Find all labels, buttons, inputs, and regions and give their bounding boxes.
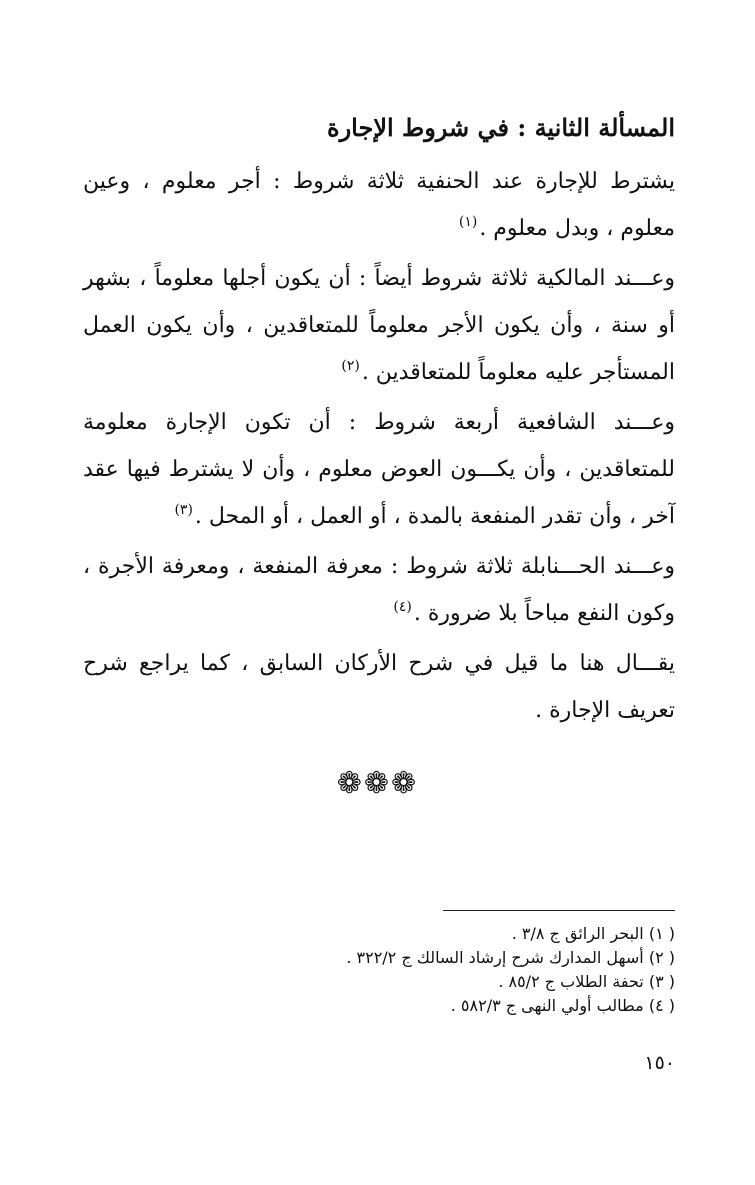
paragraph-text: وعـــند الشافعية أربعة شروط : أن تكون الإجارة معلومة للمتعاقدين ، وأن يكـــون العوض معلوم ، وأن لا يشترط فيها عقد آخر ، وأن تقدر المنفعة بالمدة ، أو العمل ، أو المحل . [83, 410, 675, 529]
footnote-4: ( ٤) مطالب أولي النهى ج ٥٨٢/٣ . [450, 996, 675, 1015]
footnote-reference: (٤) [393, 599, 412, 615]
footnote-2: ( ٢) أسهل المدارك شرح إرشاد السالك ج ٣٢٢/٢ . [346, 948, 675, 967]
paragraph-text: يشترط للإجارة عند الحنفية ثلاثة شروط : أجر معلوم ، وعين معلوم ، وبدل معلوم . [83, 169, 675, 241]
ornament-divider: ❁❁❁ [336, 766, 419, 801]
paragraph-shafii [83, 399, 675, 543]
footnote-reference: (٣) [174, 502, 193, 518]
paragraph-hanbali [83, 543, 675, 640]
paragraph-text: يقـــال هنا ما قيل في شرح الأركان السابق ، كما يراجع شرح تعريف الإجارة . [83, 651, 675, 723]
paragraph-text: وعـــند الحـــنابلة ثلاثة شروط : معرفة المنفعة ، ومعرفة الأجرة ، وكون النفع مباحاً بلا ضرورة . [83, 554, 675, 626]
main-text [83, 98, 675, 734]
paragraph-conclusion [83, 640, 675, 734]
paragraph-maliki [83, 255, 675, 399]
paragraph-text: وعـــند المالكية ثلاثة شروط أيضاً : أن يكون أجلها معلوماً ، بشهر أو سنة ، وأن يكون الأجر معلوماً للمتعاقدين ، وأن يكون العمل المستأجر عليه معلوماً للمتعاقدين . [83, 266, 675, 385]
footnote-1: ( ١) البحر الرائق ج ٣/٨ . [511, 924, 675, 943]
paragraph-hanafi [83, 158, 675, 255]
footnote-reference: (١) [458, 214, 478, 230]
footnotes [83, 922, 675, 1018]
footnote-separator [443, 910, 675, 911]
section-heading: المسألة الثانية : في شروط الإجارة [327, 113, 675, 142]
footnote-3: ( ٣) تحفة الطلاب ج ٨٥/٢ . [498, 972, 675, 991]
page-number: ١٥٠ [644, 1052, 675, 1074]
footnote-reference: (٢) [341, 358, 360, 374]
